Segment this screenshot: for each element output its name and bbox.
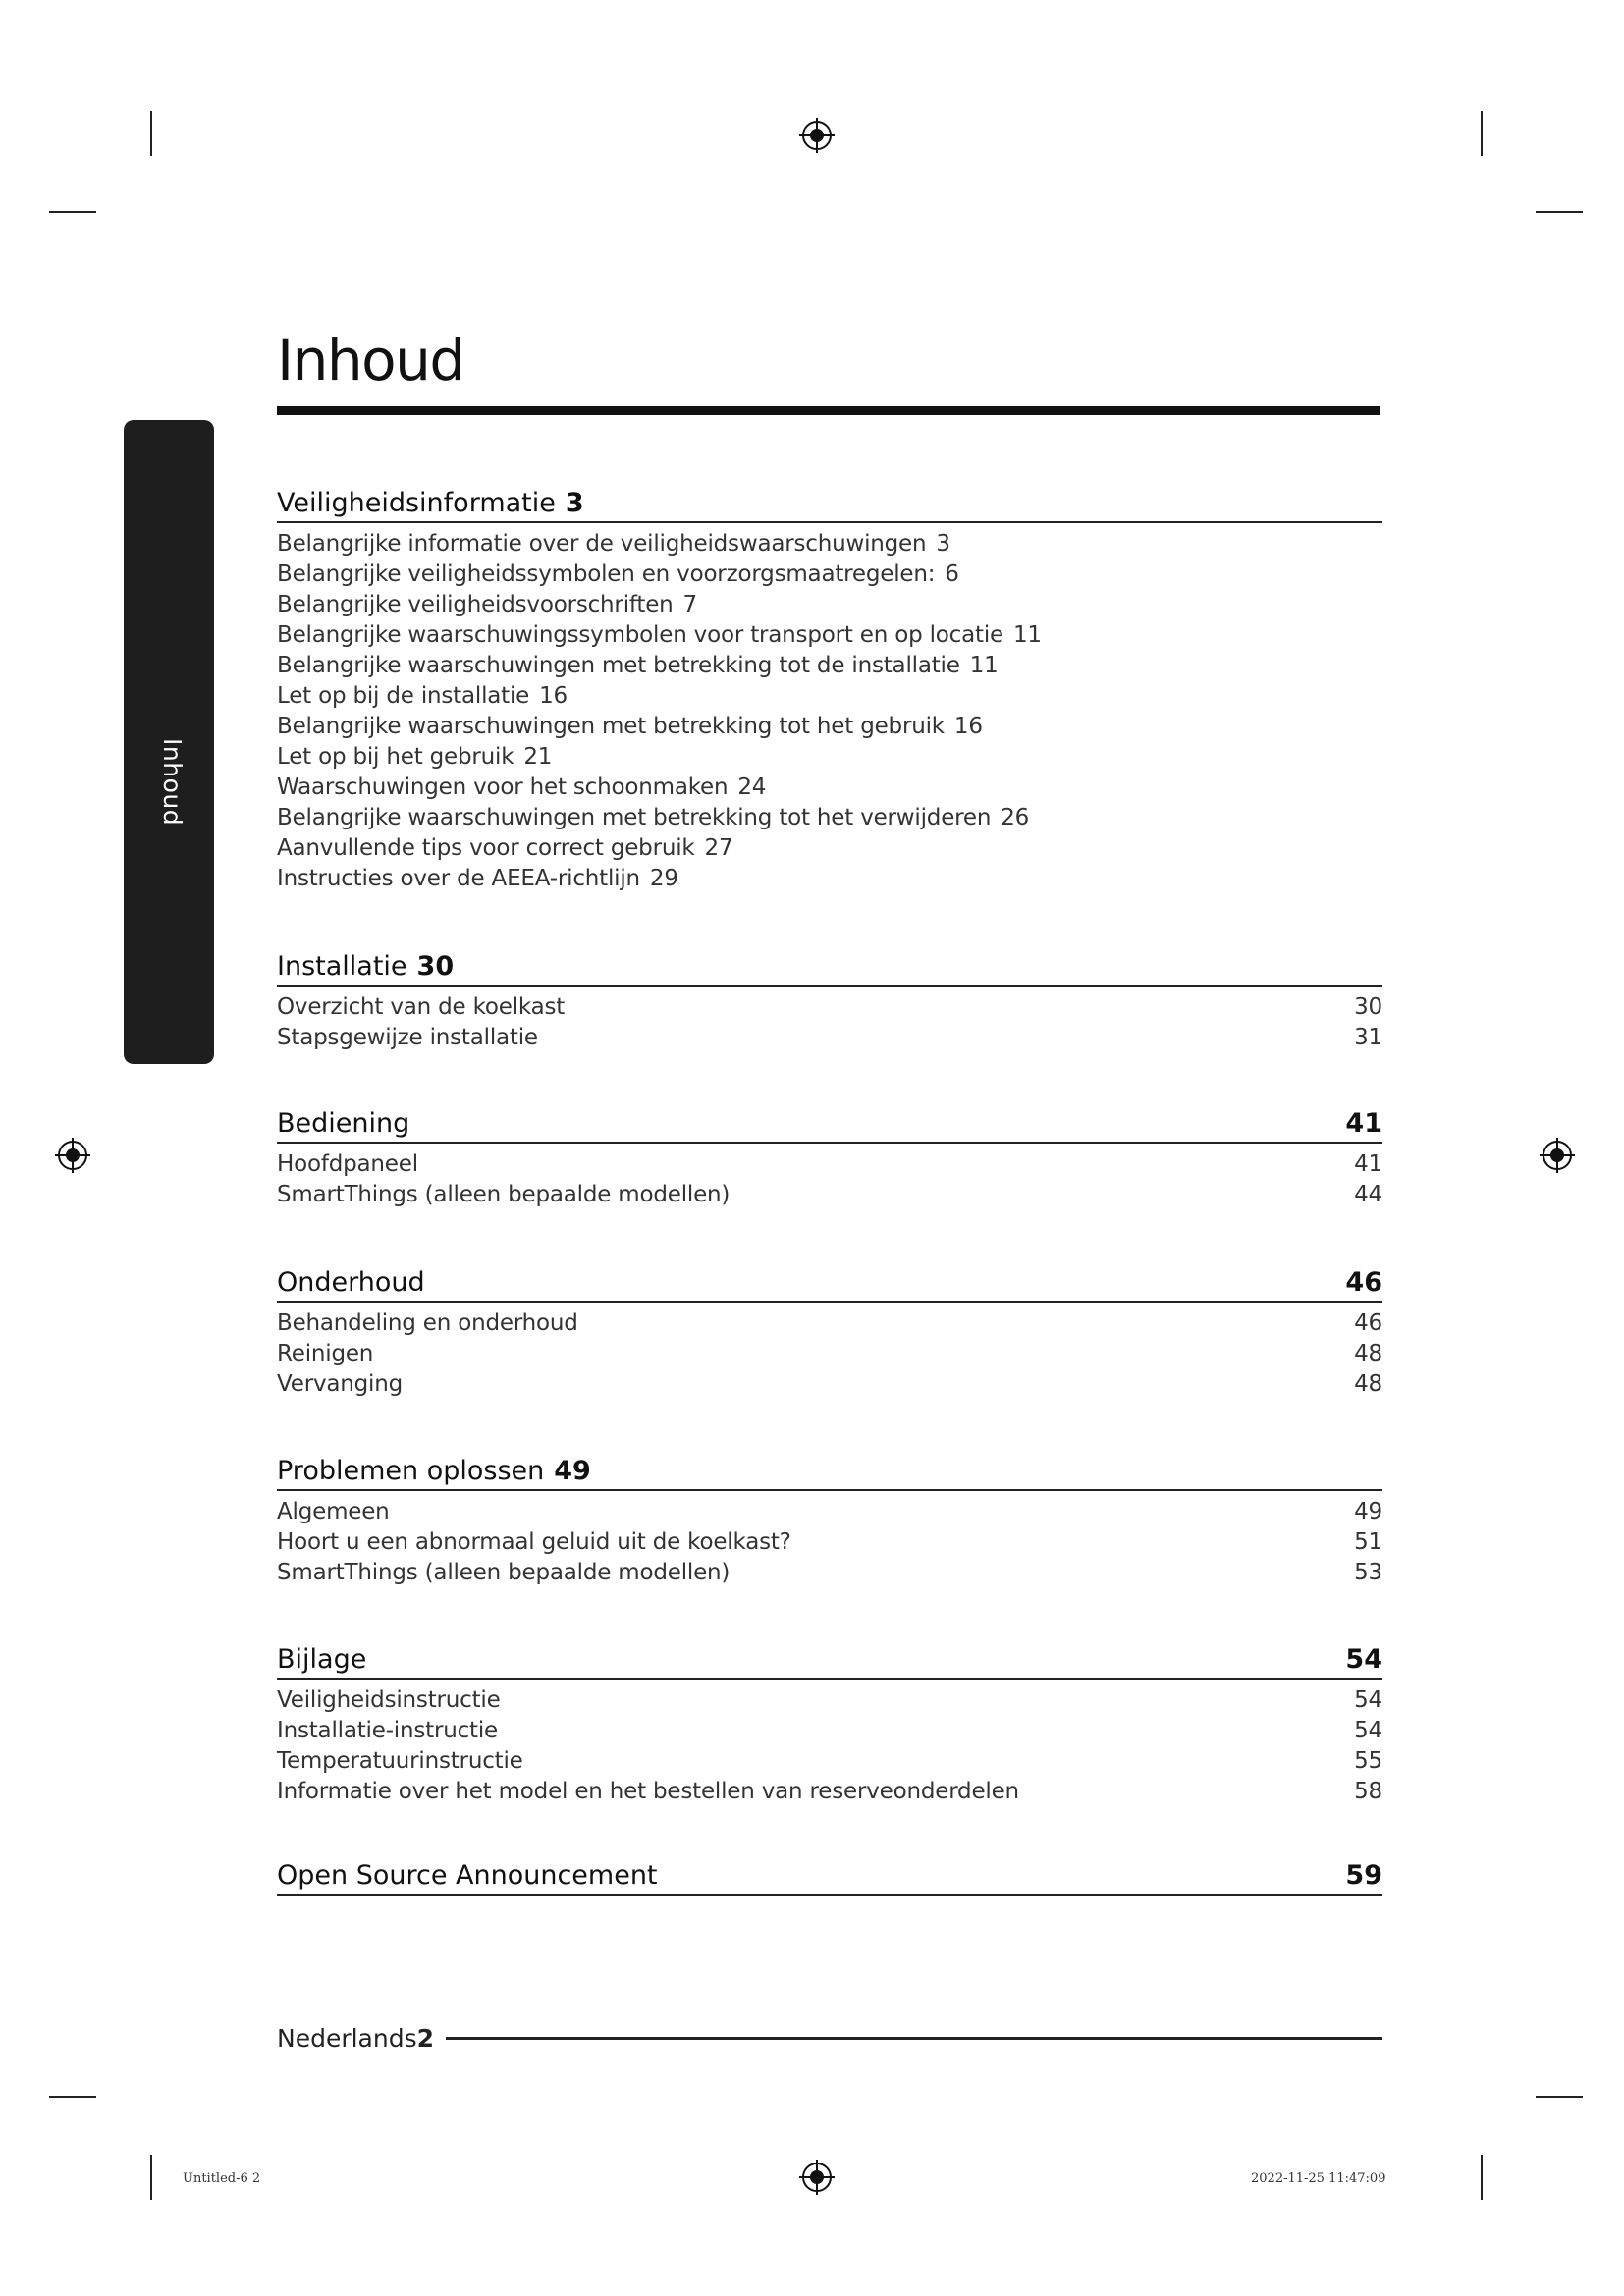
item-page-number: 48 [1354, 1371, 1382, 1397]
registration-mark-icon [797, 2158, 837, 2197]
item-label: Hoort u een abnormaal geluid uit de koelkast? [277, 1529, 791, 1555]
list-item[interactable] [277, 560, 1382, 590]
item-label: Belangrijke veiligheidssymbolen en voorzorgsmaatregelen: [277, 561, 936, 587]
crop-mark [150, 2155, 152, 2200]
print-slug-left: Untitled-6 2 [183, 2171, 261, 2186]
item-label: Vervanging [277, 1371, 404, 1397]
crop-mark [49, 211, 96, 213]
section-heading[interactable] [277, 1853, 1382, 1896]
footer-language: Nederlands [277, 2024, 417, 2053]
toc-section [277, 944, 1382, 1053]
list-item[interactable] [277, 1777, 1382, 1807]
item-page-number: 30 [1354, 994, 1382, 1020]
item-page-number: 55 [1354, 1748, 1382, 1774]
item-page-number: 58 [1354, 1779, 1382, 1804]
toc-section [277, 481, 1382, 894]
item-label: Stapsgewijze installatie [277, 1025, 538, 1050]
list-item[interactable] [277, 1180, 1382, 1210]
item-label: Veiligheidsinstructie [277, 1687, 501, 1713]
crop-mark [1481, 2155, 1483, 2200]
section-heading[interactable] [277, 1449, 1382, 1491]
item-page-number: 49 [1354, 1499, 1382, 1524]
item-page-number: 16 [539, 683, 568, 709]
item-page-number: 53 [1354, 1560, 1382, 1585]
list-item[interactable] [277, 1716, 1382, 1746]
registration-mark-icon [1538, 1136, 1577, 1175]
item-label: Belangrijke waarschuwingen met betrekking tot de installatie [277, 653, 960, 678]
item-label: Belangrijke waarschuwingen met betrekking tot het gebruik [277, 714, 945, 739]
item-page-number: 11 [1012, 622, 1042, 648]
page-title: Inhoud [277, 327, 464, 394]
item-page-number: 26 [1001, 805, 1030, 830]
item-page-number: 6 [945, 561, 959, 587]
list-item[interactable] [277, 833, 1382, 864]
item-label: Installatie-instructie [277, 1718, 498, 1743]
section-page-number: 46 [1345, 1267, 1382, 1298]
item-page-number: 31 [1354, 1025, 1382, 1050]
item-label: Belangrijke veiligheidsvoorschriften [277, 592, 674, 617]
list-item[interactable] [277, 1746, 1382, 1777]
list-item[interactable] [277, 712, 1382, 742]
footer-rule [446, 2037, 1382, 2040]
section-title: Bediening [277, 1108, 410, 1139]
toc-section [277, 1449, 1382, 1588]
list-item[interactable] [277, 1685, 1382, 1716]
item-page-number: 3 [936, 531, 950, 557]
item-label: SmartThings (alleen bepaalde modellen) [277, 1182, 731, 1207]
item-page-number: 51 [1354, 1529, 1382, 1555]
list-item[interactable] [277, 1149, 1382, 1180]
section-items [277, 1685, 1382, 1807]
section-title: Open Source Announcement [277, 1860, 658, 1891]
item-page-number: 7 [682, 592, 697, 617]
list-item[interactable] [277, 773, 1382, 803]
item-label: Informatie over het model en het bestellen van reserveonderdelen [277, 1779, 1019, 1804]
list-item[interactable] [277, 651, 1382, 681]
item-label: Temperatuurinstructie [277, 1748, 523, 1774]
list-item[interactable] [277, 742, 1382, 773]
item-page-number: 41 [1354, 1151, 1382, 1177]
section-page-number: 41 [1345, 1108, 1382, 1139]
section-page-number: 30 [416, 951, 455, 982]
item-label: Overzicht van de koelkast [277, 994, 566, 1020]
section-page-number: 54 [1345, 1644, 1382, 1675]
item-page-number: 27 [704, 835, 733, 861]
item-label: Let op bij het gebruik [277, 744, 514, 770]
list-item[interactable] [277, 1558, 1382, 1588]
section-heading[interactable] [277, 1637, 1382, 1680]
footer-page-number: 2 [416, 2024, 435, 2053]
item-page-number: 29 [649, 866, 678, 891]
item-page-number: 46 [1354, 1310, 1382, 1336]
item-label: Belangrijke waarschuwingen met betrekking tot het verwijderen [277, 805, 992, 830]
section-items [277, 529, 1382, 894]
item-label: Belangrijke waarschuwingssymbolen voor transport en op locatie [277, 622, 1003, 648]
print-slug-right: 2022-11-25 11:47:09 [1251, 2171, 1386, 2186]
section-page-number: 49 [554, 1456, 591, 1486]
list-item[interactable] [277, 1497, 1382, 1527]
item-page-number: 48 [1354, 1341, 1382, 1366]
section-title: Bijlage [277, 1644, 367, 1675]
toc-section [277, 1853, 1382, 1896]
side-tab-label: Inhoud [158, 738, 187, 827]
item-page-number: 54 [1354, 1687, 1382, 1713]
item-page-number: 44 [1354, 1182, 1382, 1207]
toc-section [277, 1260, 1382, 1400]
crop-mark [1536, 2096, 1583, 2098]
registration-mark-icon [53, 1136, 92, 1175]
list-item[interactable] [277, 620, 1382, 651]
item-label: Belangrijke informatie over de veiligheidswaarschuwingen [277, 531, 927, 557]
item-label: Hoofdpaneel [277, 1151, 418, 1177]
list-item[interactable] [277, 803, 1382, 833]
registration-mark-icon [797, 116, 837, 155]
section-title: Onderhoud [277, 1267, 425, 1298]
item-label: Let op bij de installatie [277, 683, 530, 709]
item-page-number: 16 [953, 714, 983, 739]
item-label: Instructies over de AEEA-richtlijn [277, 866, 640, 891]
section-heading[interactable] [277, 1101, 1382, 1144]
item-label: Behandeling en onderhoud [277, 1310, 578, 1336]
toc-section [277, 1101, 1382, 1210]
list-item[interactable] [277, 1339, 1382, 1369]
section-items [277, 1149, 1382, 1210]
section-heading[interactable] [277, 1260, 1382, 1303]
item-page-number: 11 [969, 653, 999, 678]
item-label: SmartThings (alleen bepaalde modellen) [277, 1560, 731, 1585]
item-label: Aanvullende tips voor correct gebruik [277, 835, 695, 861]
list-item[interactable] [277, 1527, 1382, 1558]
section-title: Problemen oplossen [277, 1456, 545, 1486]
list-item[interactable] [277, 1023, 1382, 1053]
section-heading[interactable] [277, 481, 1382, 523]
section-title: Veiligheidsinformatie [277, 488, 556, 518]
crop-mark [1536, 211, 1583, 213]
section-items [277, 992, 1382, 1053]
section-page-number: 59 [1345, 1860, 1382, 1891]
section-heading[interactable] [277, 944, 1382, 987]
list-item[interactable] [277, 864, 1382, 894]
crop-mark [150, 111, 152, 156]
page-footer [277, 2024, 1382, 2053]
list-item[interactable] [277, 529, 1382, 560]
list-item[interactable] [277, 1308, 1382, 1339]
section-page-number: 3 [565, 488, 584, 518]
item-label: Reinigen [277, 1341, 374, 1366]
item-page-number: 24 [737, 774, 767, 800]
crop-mark [1481, 111, 1483, 156]
list-item[interactable] [277, 992, 1382, 1023]
section-items [277, 1308, 1382, 1400]
item-label: Algemeen [277, 1499, 390, 1524]
item-label: Waarschuwingen voor het schoonmaken [277, 774, 729, 800]
item-page-number: 21 [523, 744, 553, 770]
toc-section [277, 1637, 1382, 1807]
section-items [277, 1497, 1382, 1588]
list-item[interactable] [277, 681, 1382, 712]
item-page-number: 54 [1354, 1718, 1382, 1743]
crop-mark [49, 2096, 96, 2098]
list-item[interactable] [277, 590, 1382, 620]
title-rule [277, 406, 1380, 415]
section-title: Installatie [277, 951, 407, 982]
list-item[interactable] [277, 1369, 1382, 1400]
